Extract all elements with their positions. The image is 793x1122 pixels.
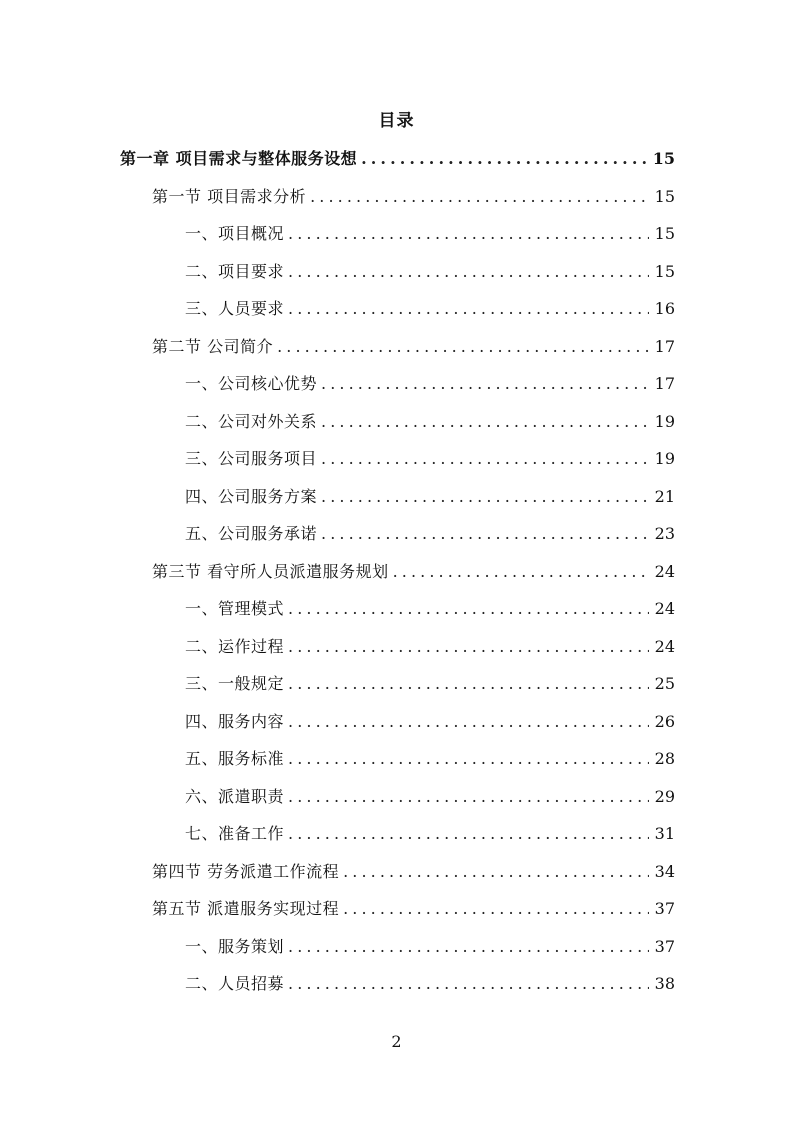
toc-entry[interactable] (152, 890, 675, 928)
toc-dot-leader (288, 215, 649, 253)
toc-entry[interactable] (185, 590, 675, 628)
toc-entry-page: 16 (654, 299, 675, 318)
toc-entry[interactable] (185, 440, 675, 478)
toc-entry[interactable] (152, 178, 675, 216)
toc-entry-page: 24 (654, 561, 675, 581)
toc-dot-leader (288, 290, 649, 328)
toc-entry[interactable] (185, 515, 675, 553)
toc-entry-label: 七、准备工作 (185, 824, 285, 843)
toc-entry[interactable] (185, 215, 675, 253)
toc-entry[interactable] (185, 778, 675, 816)
toc-dot-leader (288, 628, 649, 666)
toc-entry-page: 29 (654, 786, 675, 806)
toc-entry-label: 六、派遣职责 (185, 786, 285, 806)
toc-entry[interactable] (152, 553, 675, 591)
toc-entry-page: 38 (654, 974, 675, 993)
toc-entry-label: 第四节 劳务派遣工作流程 (152, 861, 340, 881)
toc-entry-page: 15 (654, 261, 675, 281)
toc-entry-page: 19 (654, 411, 675, 431)
toc-dot-leader (321, 478, 649, 516)
toc-entry[interactable] (185, 740, 675, 778)
toc-dot-leader (343, 853, 649, 891)
toc-entry[interactable] (185, 478, 675, 516)
toc-entry-page: 26 (654, 711, 675, 731)
toc-dot-leader (288, 965, 649, 1003)
toc-entry-label: 二、公司对外关系 (185, 411, 318, 431)
toc-entry-page: 15 (654, 186, 675, 206)
toc-entry-page: 23 (654, 524, 675, 543)
toc-dot-leader (288, 815, 649, 853)
toc-entry-label: 一、服务策划 (185, 936, 285, 956)
toc-entry-page: 21 (654, 486, 675, 506)
toc-entry-label: 第三节 看守所人员派遣服务规划 (152, 561, 389, 581)
toc-entry-page: 17 (654, 374, 675, 393)
toc-entry[interactable] (185, 665, 675, 703)
toc-entry-label: 一、管理模式 (185, 599, 285, 618)
toc-entry[interactable] (185, 928, 675, 966)
toc-entry[interactable] (185, 815, 675, 853)
toc-entry-label: 二、人员招募 (185, 974, 285, 993)
toc-entry-label: 第一章 项目需求与整体服务设想 (120, 149, 358, 168)
toc-entry-label: 五、公司服务承诺 (185, 524, 318, 543)
toc-entry-page: 31 (654, 824, 675, 843)
toc-dot-leader (321, 365, 649, 403)
toc-entry-label: 第二节 公司简介 (152, 336, 274, 356)
toc-entry[interactable] (185, 403, 675, 441)
toc-dot-leader (310, 178, 649, 216)
page-title: 目录 (378, 111, 415, 131)
toc-entry-page: 15 (654, 224, 675, 243)
toc-dot-leader (288, 778, 649, 816)
toc-entry[interactable] (185, 628, 675, 666)
toc-entry-page: 37 (654, 899, 675, 918)
toc-entry-page: 34 (654, 861, 675, 881)
toc-dot-leader (288, 740, 649, 778)
toc-entry[interactable] (120, 140, 675, 178)
toc-entry[interactable] (185, 965, 675, 1003)
toc-dot-leader (288, 928, 649, 966)
toc-entry-label: 二、运作过程 (185, 636, 285, 656)
toc-entry-label: 五、服务标准 (185, 749, 285, 768)
toc-entry-label: 二、项目要求 (185, 261, 285, 281)
toc-entry-label: 第五节 派遣服务实现过程 (152, 899, 340, 918)
toc-dot-leader (343, 890, 649, 928)
toc-dot-leader (288, 253, 649, 291)
toc-entry-label: 三、公司服务项目 (185, 449, 318, 468)
toc-dot-leader (277, 328, 649, 366)
toc-dot-leader (321, 515, 649, 553)
toc-entry[interactable] (185, 365, 675, 403)
toc-entry-page: 17 (654, 336, 675, 356)
toc-entry[interactable] (185, 253, 675, 291)
toc-entry-page: 37 (654, 936, 675, 956)
toc-dot-leader (361, 140, 647, 178)
toc-entry-page: 28 (654, 749, 675, 768)
toc-entry-label: 四、服务内容 (185, 711, 285, 731)
toc-entry[interactable] (152, 853, 675, 891)
toc-entry-page: 24 (654, 636, 675, 656)
toc-dot-leader (393, 553, 649, 591)
toc-entry[interactable] (185, 290, 675, 328)
toc-entry[interactable] (185, 703, 675, 741)
toc-entry-page: 25 (654, 674, 675, 693)
toc-entry-label: 一、公司核心优势 (185, 374, 318, 393)
toc-dot-leader (288, 590, 649, 628)
toc-entry-label: 四、公司服务方案 (185, 486, 318, 506)
page-number: 2 (391, 1032, 402, 1051)
toc-entry-label: 第一节 项目需求分析 (152, 186, 307, 206)
toc-dot-leader (321, 440, 649, 478)
toc-entry-page: 19 (654, 449, 675, 468)
toc-entry-page: 15 (652, 149, 675, 168)
toc-dot-leader (321, 403, 649, 441)
toc-entry-page: 24 (654, 599, 675, 618)
toc-entry-label: 一、项目概况 (185, 224, 285, 243)
toc-entry-label: 三、人员要求 (185, 299, 285, 318)
toc-entry-label: 三、一般规定 (185, 674, 285, 693)
toc-dot-leader (288, 703, 649, 741)
toc-dot-leader (288, 665, 649, 703)
toc-entry[interactable] (152, 328, 675, 366)
